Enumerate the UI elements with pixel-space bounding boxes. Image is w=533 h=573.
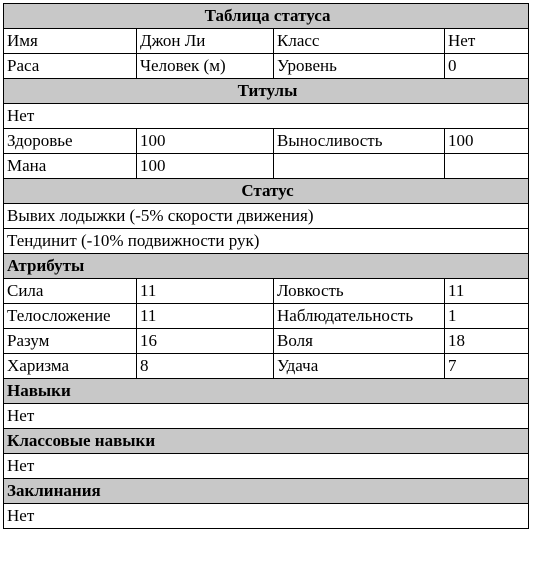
attribute-label: Наблюдательность (274, 304, 445, 329)
attributes-header: Атрибуты (4, 254, 529, 279)
attribute-label: Харизма (4, 354, 137, 379)
attribute-value: 18 (445, 329, 529, 354)
health-stamina-row (4, 129, 529, 154)
status-effect-row (4, 204, 529, 229)
name-class-row (4, 29, 529, 54)
spells-value: Нет (4, 504, 529, 529)
name-label: Имя (4, 29, 137, 54)
mana-label: Мана (4, 154, 137, 179)
attribute-label: Телосложение (4, 304, 137, 329)
mana-row (4, 154, 529, 179)
titles-header: Титулы (4, 79, 529, 104)
health-label: Здоровье (4, 129, 137, 154)
attribute-label: Ловкость (274, 279, 445, 304)
titles-value-row (4, 104, 529, 129)
title-row (4, 4, 529, 29)
status-header-row (4, 179, 529, 204)
skills-header-row (4, 379, 529, 404)
level-value: 0 (445, 54, 529, 79)
class-skills-value: Нет (4, 454, 529, 479)
status-sheet (3, 3, 529, 529)
empty-cell (445, 154, 529, 179)
race-label: Раса (4, 54, 137, 79)
stamina-label: Выносливость (274, 129, 445, 154)
attribute-row (4, 354, 529, 379)
mana-value: 100 (137, 154, 274, 179)
empty-cell (274, 154, 445, 179)
attribute-value: 11 (137, 279, 274, 304)
attribute-row (4, 279, 529, 304)
attribute-label: Удача (274, 354, 445, 379)
class-label: Класс (274, 29, 445, 54)
attribute-value: 16 (137, 329, 274, 354)
class-value: Нет (445, 29, 529, 54)
titles-value: Нет (4, 104, 529, 129)
health-value: 100 (137, 129, 274, 154)
sheet-title: Таблица статуса (4, 4, 529, 29)
attribute-value: 8 (137, 354, 274, 379)
class-skills-value-row (4, 454, 529, 479)
attribute-value: 11 (137, 304, 274, 329)
status-effect-row (4, 229, 529, 254)
status-header: Статус (4, 179, 529, 204)
status-effect: Вывих лодыжки (-5% скорости движения) (4, 204, 529, 229)
attribute-label: Воля (274, 329, 445, 354)
attribute-value: 1 (445, 304, 529, 329)
attribute-row (4, 329, 529, 354)
race-level-row (4, 54, 529, 79)
class-skills-header-row (4, 429, 529, 454)
attribute-label: Сила (4, 279, 137, 304)
stamina-value: 100 (445, 129, 529, 154)
name-value: Джон Ли (137, 29, 274, 54)
attribute-value: 11 (445, 279, 529, 304)
spells-header-row (4, 479, 529, 504)
attribute-row (4, 304, 529, 329)
status-effect: Тендинит (-10% подвижности рук) (4, 229, 529, 254)
attribute-value: 7 (445, 354, 529, 379)
race-value: Человек (м) (137, 54, 274, 79)
titles-header-row (4, 79, 529, 104)
level-label: Уровень (274, 54, 445, 79)
attributes-header-row (4, 254, 529, 279)
skills-value-row (4, 404, 529, 429)
spells-value-row (4, 504, 529, 529)
skills-header: Навыки (4, 379, 529, 404)
attribute-label: Разум (4, 329, 137, 354)
spells-header: Заклинания (4, 479, 529, 504)
skills-value: Нет (4, 404, 529, 429)
class-skills-header: Классовые навыки (4, 429, 529, 454)
